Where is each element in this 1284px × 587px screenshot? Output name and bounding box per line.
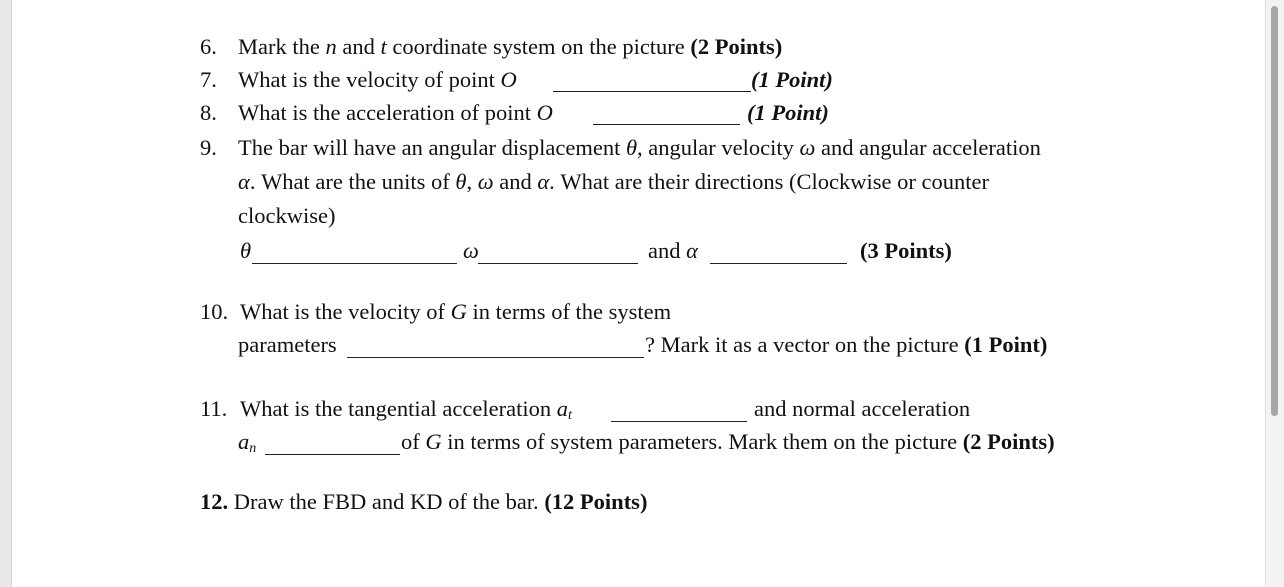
question-6	[200, 34, 783, 59]
q11-points: (2 Points)	[962, 429, 1055, 454]
q7-text: What is the velocity of point O	[238, 67, 517, 92]
q11-line-2: of G in terms of system parameters. Mark them on the picture (2 Points)	[401, 429, 1055, 454]
q6-text: Mark the n and t coordinate system on the picture (2 Points)	[238, 34, 783, 59]
q10-parameters-label: parameters	[238, 332, 337, 357]
scrollbar-thumb[interactable]	[1271, 6, 1278, 416]
q6-number: 6.	[200, 34, 217, 59]
q10-line-1: What is the velocity of G in terms of the system	[240, 299, 672, 324]
question-8	[200, 100, 553, 125]
q11-line-1: What is the tangential acceleration $a_t$	[240, 396, 572, 423]
q7-number: 7.	[200, 67, 217, 92]
q7-points: (1 Point)	[751, 67, 833, 92]
question-7	[200, 67, 517, 92]
q9-line-1: The bar will have an angular displacement θ, angular velocity ω and angular acceleration	[238, 135, 1041, 160]
q9-omega-label: ω	[463, 238, 479, 263]
q11-number: 11.	[200, 396, 228, 421]
left-page-edge	[0, 0, 12, 587]
scrollbar-track[interactable]	[1265, 0, 1284, 587]
q8-text: What is the acceleration of point O	[238, 100, 553, 125]
q10-answer-blank[interactable]	[347, 356, 644, 358]
q11-an-label: $a_n$	[238, 429, 257, 456]
question-12: 12. Draw the FBD and KD of the bar. (12 Points)	[200, 489, 648, 514]
q9-number: 9.	[200, 135, 217, 160]
q9-theta-blank[interactable]	[252, 262, 457, 264]
q8-points: (1 Point)	[747, 100, 829, 125]
q8-answer-blank[interactable]	[593, 123, 740, 125]
q9-alpha-label: and α	[648, 238, 698, 263]
q9-line-3: clockwise)	[238, 203, 336, 228]
q10-points: (1 Point)	[964, 332, 1048, 357]
q11-tangential-blank[interactable]	[611, 420, 747, 422]
question-10	[200, 299, 672, 324]
q12-points: (12 Points)	[544, 489, 648, 514]
q9-line-2: α. What are the units of θ, ω and α. What are their directions (Clockwise or counter	[238, 169, 989, 194]
q9-omega-blank[interactable]	[478, 262, 638, 264]
question-11	[200, 396, 572, 423]
q12-number: 12.	[200, 489, 229, 514]
q9-alpha-blank[interactable]	[710, 262, 847, 264]
question-9	[200, 135, 1041, 160]
q10-number: 10.	[200, 299, 229, 324]
q9-theta-label: θ	[240, 238, 252, 263]
q11-normal-blank[interactable]	[265, 453, 400, 455]
q8-number: 8.	[200, 100, 217, 125]
q9-points: (3 Points)	[860, 238, 952, 263]
q10-line-2: ? Mark it as a vector on the picture (1 Point)	[645, 332, 1048, 357]
q7-answer-blank[interactable]	[553, 90, 751, 92]
q11-normal-label: and normal acceleration	[754, 396, 971, 421]
q6-points: (2 Points)	[690, 34, 783, 59]
